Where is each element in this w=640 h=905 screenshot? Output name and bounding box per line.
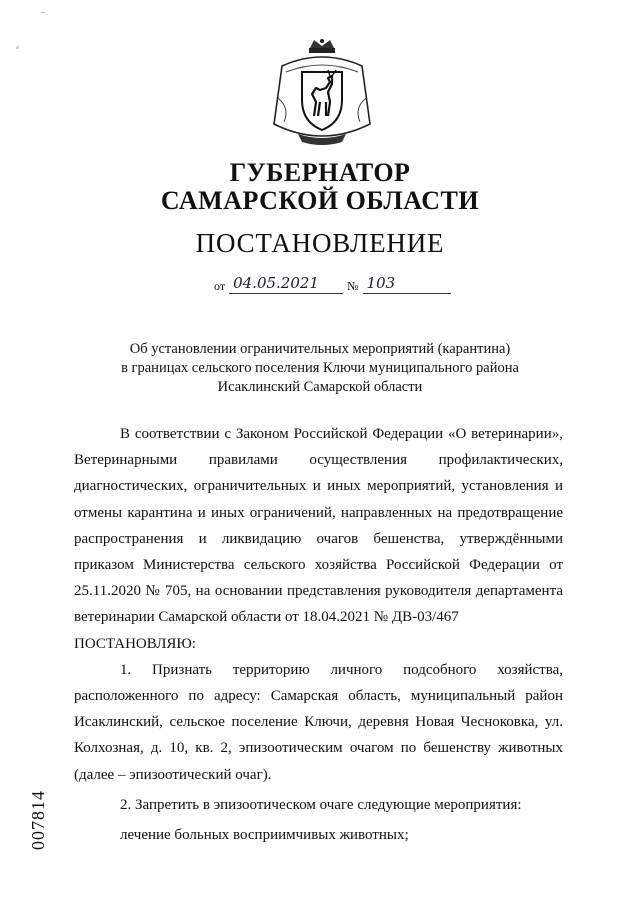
clause-2: 2. Запретить в эпизоотическом очаге следующие мероприятия:	[120, 796, 522, 813]
document-date: 04.05.2021	[229, 274, 343, 294]
subject-line: Исаклинский Самарской области	[217, 379, 423, 395]
issuer-title-line2: САМАРСКОЙ ОБЛАСТИ	[160, 186, 480, 215]
scan-mark-2: ⸗	[16, 42, 19, 52]
subject-line: Об установлении ограничительных мероприятий (карантина)	[129, 341, 511, 357]
decree-word: ПОСТАНОВЛЯЮ:	[74, 635, 196, 652]
document-number: 103	[363, 274, 451, 294]
subject-line: в границах сельского поселения Ключи муниципального района	[121, 360, 519, 376]
preamble-paragraph: В соответствии с Законом Российской Федерации «О ветеринарии», Ветеринарными правилами осуществления профилактических, диагностических, ограничительных и иных мероприятий, установления и отмены карантина и иных ограничений, направленных на предотвращение распространения и ликвидацию очагов бешенства, утверждёнными приказом Министерства сельского хозяйства Российской Федерации от 25.11.2020 № 705, на основании представления руководителя департамента ветеринарии Самарской области от 18.04.2021 № ДВ-03/467	[74, 426, 563, 626]
clause-2-subitem: лечение больных восприимчивых животных;	[120, 827, 409, 844]
number-prefix: №	[347, 279, 359, 293]
document-subject	[90, 340, 550, 397]
document-body	[74, 421, 563, 848]
scan-mark: ⁻	[40, 9, 46, 21]
date-prefix: от	[214, 279, 226, 293]
side-serial-wrap	[28, 770, 52, 860]
document-type: ПОСТАНОВЛЕНИЕ	[195, 228, 445, 258]
side-serial-number: 007814	[28, 790, 48, 850]
issuer-title-line1: ГУБЕРНАТОР	[229, 158, 411, 187]
coat-of-arms-icon	[270, 38, 374, 150]
date-number-line	[214, 274, 451, 294]
clause-1: 1. Признать территорию личного подсобного хозяйства, расположенного по адресу: Самарская область, муниципальный район Исаклинский, сельское поселение Ключи, деревня Новая Чесноковка, ул. Колхозная, д. 10, кв. 2, эпизоотическим очагом по бешенству животных (далее – эпизоотический очаг).	[74, 661, 563, 783]
